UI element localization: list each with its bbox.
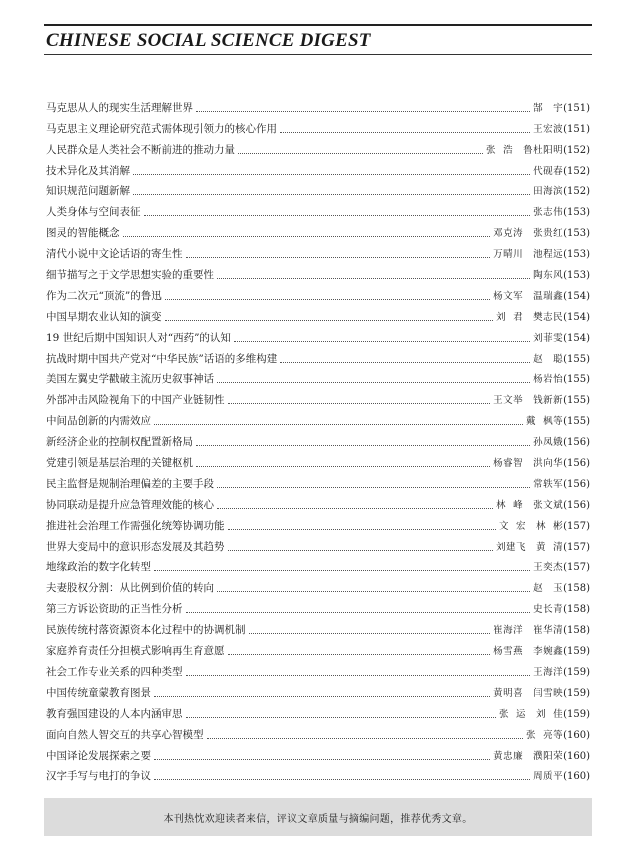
toc-entry-title[interactable]: 中国传统童蒙教育图景	[46, 686, 151, 699]
toc-entry-title[interactable]: 民主监督是规制治理偏差的主要手段	[46, 477, 214, 490]
page-number: 152	[567, 144, 587, 156]
dot-leader	[154, 570, 530, 571]
toc-entry-page: (154)	[563, 311, 590, 323]
toc-entry-authors	[533, 269, 563, 282]
toc-entry-title[interactable]: 第三方诉讼资助的正当性分析	[46, 603, 183, 616]
toc-entry-authors	[533, 603, 563, 616]
dot-leader	[154, 759, 490, 760]
author-name: 常轶军	[533, 478, 564, 490]
toc-entry[interactable]	[46, 136, 590, 157]
reader-notice-box	[44, 798, 592, 836]
dot-leader	[196, 111, 530, 112]
toc-entry-authors	[493, 457, 563, 470]
page-number: 156	[567, 478, 587, 490]
toc-entry-title[interactable]: 教育强国建设的人本内涵审思	[46, 707, 183, 720]
toc-entry[interactable]	[46, 574, 590, 595]
toc-entry-authors	[533, 436, 563, 449]
author-name: 樊志民	[533, 311, 564, 323]
toc-entry-title[interactable]: 作为二次元“顶流”的鲁迅	[46, 289, 162, 302]
toc-entry-title[interactable]: 民族传统村落资源资本化过程中的协调机制	[46, 624, 246, 637]
toc-entry-title[interactable]: 人民群众是人类社会不断前进的推动力量	[46, 143, 235, 156]
author-name: 王奕杰	[533, 562, 564, 574]
toc-entry[interactable]	[46, 721, 590, 742]
toc-entry-page: (158)	[563, 604, 590, 616]
toc-entry-page: (157)	[563, 520, 590, 532]
reader-notice-text: 本刊热忱欢迎读者来信，评议文章质量与摘编问题，推荐优秀文章。	[163, 813, 473, 825]
toc-entry-authors	[533, 770, 563, 783]
toc-entry[interactable]	[46, 491, 590, 512]
toc-entry-authors	[496, 541, 563, 554]
author-name: 赵	[533, 353, 544, 365]
toc-entry-authors	[533, 165, 563, 178]
author-name: 濮阳荣	[533, 750, 564, 762]
author-name: 张贵红	[533, 228, 564, 240]
dot-leader	[165, 320, 494, 321]
author-name: 张 亮等	[526, 729, 564, 741]
author-name: 黄明喜	[493, 687, 524, 699]
page-number: 156	[567, 437, 587, 449]
toc-entry-authors	[533, 353, 563, 366]
page-number: 160	[567, 729, 587, 741]
toc-entry-page: (153)	[563, 249, 590, 261]
dot-leader	[186, 675, 531, 676]
toc-entry[interactable]	[46, 324, 590, 345]
page-number: 153	[567, 207, 587, 219]
page-number: 153	[567, 249, 587, 261]
toc-entry-page: (155)	[563, 374, 590, 386]
toc-entry-authors	[486, 144, 563, 157]
toc-entry-page: (155)	[563, 353, 590, 365]
dot-leader	[154, 779, 530, 780]
toc-entry[interactable]	[46, 470, 590, 491]
author-name: 郜	[533, 102, 544, 114]
toc-entry-page: (159)	[563, 666, 590, 678]
toc-entry-authors	[526, 729, 563, 742]
toc-entry-page: (154)	[563, 332, 590, 344]
dot-leader	[217, 278, 530, 279]
author-name: 黄 清	[536, 541, 564, 553]
top-rule	[44, 24, 592, 26]
toc-entry-authors	[533, 478, 563, 491]
toc-entry[interactable]	[46, 261, 590, 282]
toc-entry-authors	[533, 123, 563, 136]
toc-entry-page: (152)	[563, 144, 590, 156]
author-name: 王文举	[493, 395, 524, 407]
toc-entry-page: (159)	[563, 687, 590, 699]
author-name: 林 彬	[536, 520, 564, 532]
toc-entry-title[interactable]: 马克思主义理论研究范式需体现引领力的核心作用	[46, 122, 277, 135]
toc-entry[interactable]	[46, 282, 590, 303]
page-number: 160	[567, 750, 587, 762]
toc-entry-page: (156)	[563, 478, 590, 490]
toc-entry-title[interactable]: 协同联动是提升应急管理效能的核心	[46, 498, 214, 511]
toc-entry-authors	[493, 687, 563, 700]
author-name: 杨文军	[493, 290, 524, 302]
toc-entry-page: (156)	[563, 458, 590, 470]
toc-entry-title[interactable]: 世界大变局中的意识形态发展及其趋势	[46, 540, 225, 553]
author-name: 万晴川	[493, 249, 524, 261]
toc-entry-authors	[493, 290, 563, 303]
author-name: 张志伟	[533, 207, 564, 219]
page-number: 159	[567, 687, 587, 699]
author-name: 温瑞鑫	[533, 290, 564, 302]
page-number: 151	[567, 102, 587, 114]
author-name: 钱新新	[533, 395, 564, 407]
page-number: 155	[567, 353, 587, 365]
toc-entry-title[interactable]: 社会工作专业关系的四种类型	[46, 665, 183, 678]
page-number: 159	[567, 646, 587, 658]
author-name: 杨睿智	[493, 458, 524, 470]
author-name: 玉	[553, 583, 564, 595]
page-number: 160	[567, 771, 587, 783]
toc-entry-page: (154)	[563, 290, 590, 302]
toc-entry-title[interactable]: 马克思从人的现实生活理解世界	[46, 101, 193, 114]
author-name: 周质平	[533, 771, 564, 783]
toc-entry[interactable]	[46, 115, 590, 136]
dot-leader	[228, 550, 494, 551]
toc-entry-title[interactable]: 图灵的智能概念	[46, 227, 120, 240]
author-name: 刘建飞	[496, 541, 527, 553]
author-name: 戴 枫等	[526, 416, 564, 428]
toc-entry-title[interactable]: 夫妻股权分割：从比例到价值的转向	[46, 582, 214, 595]
toc-entry-page: (153)	[563, 270, 590, 282]
page-number: 154	[567, 290, 587, 302]
toc-entry-page: (156)	[563, 499, 590, 511]
toc-entry-title[interactable]: 推进社会治理工作需强化统筹协调功能	[46, 519, 225, 532]
toc-entry-authors	[526, 415, 563, 428]
author-name: 张 运	[499, 708, 527, 720]
dot-leader	[217, 508, 493, 509]
toc-entry-title[interactable]: 19 世纪后期中国知识人对“西药”的认知	[46, 331, 231, 344]
toc-entry-title[interactable]: 细节描写之于文学思想实验的重要性	[46, 269, 214, 282]
toc-entry[interactable]	[46, 554, 590, 575]
dot-leader	[217, 487, 530, 488]
toc-entry-page: (152)	[563, 165, 590, 177]
author-name: 田海滨	[533, 186, 564, 198]
author-name: 文 宏	[499, 520, 527, 532]
page-number: 155	[567, 416, 587, 428]
toc-entry-authors	[533, 102, 563, 115]
header-divider	[44, 54, 592, 55]
author-name: 代砚春	[533, 165, 564, 177]
toc-entry-title[interactable]: 地缘政治的数字化转型	[46, 561, 151, 574]
author-name: 张 浩	[486, 144, 514, 156]
toc-entry-authors	[533, 332, 563, 345]
toc-entry[interactable]	[46, 512, 590, 533]
page-number: 157	[567, 520, 587, 532]
toc-entry-page: (160)	[563, 729, 590, 741]
toc-entry-authors	[499, 708, 563, 721]
toc-entry-title[interactable]: 人类身体与空间表征	[46, 206, 141, 219]
page-number: 159	[567, 708, 587, 720]
toc-entry-authors	[493, 750, 563, 763]
toc-entry[interactable]	[46, 533, 590, 554]
toc-entry[interactable]	[46, 763, 590, 784]
dot-leader	[280, 132, 530, 133]
dot-leader	[217, 591, 530, 592]
page-number: 154	[567, 311, 587, 323]
author-name: 陶东风	[533, 270, 564, 282]
toc-entry[interactable]	[46, 742, 590, 763]
toc-entry-page: (160)	[563, 771, 590, 783]
toc-entry-title[interactable]: 党建引领是基层治理的关键枢机	[46, 457, 193, 470]
toc-entry[interactable]	[46, 616, 590, 637]
author-name: 刘菲雯	[533, 332, 564, 344]
toc-entry-authors	[493, 394, 563, 407]
toc-entry-title[interactable]: 技术异化及其消解	[46, 164, 130, 177]
dot-leader	[228, 403, 491, 404]
toc-entry-title[interactable]: 家庭养育责任分担模式影响再生育意愿	[46, 645, 225, 658]
toc-entry[interactable]	[46, 366, 590, 387]
page-number: 158	[567, 583, 587, 595]
toc-entry[interactable]	[46, 407, 590, 428]
author-name: 王宏波	[533, 123, 564, 135]
toc-entry[interactable]	[46, 240, 590, 261]
toc-entry-authors	[496, 499, 563, 512]
toc-entry[interactable]	[46, 94, 590, 115]
toc-entry-page: (156)	[563, 437, 590, 449]
page-number: 159	[567, 666, 587, 678]
toc-entry-page: (159)	[563, 708, 590, 720]
page-number: 157	[567, 541, 587, 553]
toc-entry-page: (160)	[563, 750, 590, 762]
toc-entry-authors	[533, 373, 563, 386]
dot-leader	[207, 738, 524, 739]
author-name: 王海洋	[533, 666, 564, 678]
dot-leader	[238, 153, 483, 154]
page-number: 155	[567, 395, 587, 407]
toc-entry-authors	[499, 520, 563, 533]
author-name: 闫雪映	[533, 687, 564, 699]
page-number: 158	[567, 604, 587, 616]
author-name: 刘 君	[496, 311, 524, 323]
page-number: 151	[567, 123, 587, 135]
author-name: 聪	[553, 353, 564, 365]
author-name: 宇	[553, 102, 564, 114]
author-name: 崔华清	[533, 625, 564, 637]
dot-leader	[196, 445, 530, 446]
author-name: 孙凤娥	[533, 437, 564, 449]
author-name: 崔海洋	[493, 625, 524, 637]
dot-leader	[196, 466, 490, 467]
page-number: 156	[567, 499, 587, 511]
page-number: 157	[567, 562, 587, 574]
toc-entry[interactable]	[46, 219, 590, 240]
dot-leader	[154, 424, 523, 425]
toc-entry-authors	[533, 582, 563, 595]
toc-entry-page: (152)	[563, 186, 590, 198]
page-number: 155	[567, 374, 587, 386]
dot-leader	[217, 382, 530, 383]
author-name: 刘 佳	[536, 708, 564, 720]
toc-entry-title[interactable]: 面向自然人智交互的共享心智模型	[46, 728, 204, 741]
toc-entry-page: (151)	[563, 102, 590, 114]
toc-entry-authors	[493, 624, 563, 637]
dot-leader	[249, 633, 491, 634]
toc-entry-title[interactable]: 新经济企业的控制权配置新格局	[46, 436, 193, 449]
author-name: 杨岩怡	[533, 374, 564, 386]
toc-entry-title[interactable]: 抗战时期中国共产党对“中华民族”话语的多维构建	[46, 352, 278, 365]
toc-entry-page: (155)	[563, 395, 590, 407]
toc-entry-authors	[533, 561, 563, 574]
toc-entry[interactable]	[46, 345, 590, 366]
toc-entry-page: (158)	[563, 625, 590, 637]
author-name: 黄忠廉	[493, 750, 524, 762]
page-number: 153	[567, 228, 587, 240]
toc-entry[interactable]	[46, 637, 590, 658]
toc-entry[interactable]	[46, 595, 590, 616]
author-name: 林 峰	[496, 499, 524, 511]
toc-entry[interactable]	[46, 198, 590, 219]
toc-entry-page: (157)	[563, 541, 590, 553]
author-name: 史长青	[533, 604, 564, 616]
dot-leader	[133, 194, 530, 195]
dot-leader	[186, 717, 497, 718]
toc-entry[interactable]	[46, 303, 590, 324]
toc-entry-title[interactable]: 中国译论发展探索之要	[46, 749, 151, 762]
dot-leader	[123, 236, 491, 237]
toc-entry-authors	[533, 185, 563, 198]
page-number: 158	[567, 625, 587, 637]
toc-entry-title[interactable]: 美国左翼史学戳破主流历史叙事神话	[46, 373, 214, 386]
toc-entry[interactable]	[46, 658, 590, 679]
author-name: 鲁杜阳明	[523, 144, 564, 156]
dot-leader	[234, 341, 530, 342]
page-number: 156	[567, 458, 587, 470]
author-name: 李婉鑫	[533, 646, 564, 658]
toc-entry-page: (157)	[563, 562, 590, 574]
toc-entry-title[interactable]: 汉字手写与电打的争议	[46, 770, 151, 783]
toc-entry-page: (153)	[563, 228, 590, 240]
page-number: 152	[567, 165, 587, 177]
dot-leader	[165, 299, 490, 300]
toc-entry-title[interactable]: 中国早期农业认知的演变	[46, 310, 162, 323]
dot-leader	[154, 696, 490, 697]
masthead: CHINESE SOCIAL SCIENCE DIGEST	[46, 30, 371, 51]
toc-entry-title[interactable]: 中间品创新的内需效应	[46, 415, 151, 428]
toc-entry-title[interactable]: 清代小说中文论话语的寄生性	[46, 248, 183, 261]
toc-entry-authors	[493, 645, 563, 658]
toc-entry-page: (158)	[563, 583, 590, 595]
toc-entry[interactable]	[46, 449, 590, 470]
toc-entry[interactable]	[46, 157, 590, 178]
toc-entry-page: (155)	[563, 416, 590, 428]
toc-entry[interactable]	[46, 178, 590, 199]
toc-entry-page: (151)	[563, 123, 590, 135]
dot-leader	[228, 529, 497, 530]
author-name: 邓克涛	[493, 228, 524, 240]
toc-entry[interactable]	[46, 386, 590, 407]
dot-leader	[228, 654, 491, 655]
toc-entry-authors	[533, 666, 563, 679]
toc-entry[interactable]	[46, 679, 590, 700]
toc-entry-authors	[493, 227, 563, 240]
toc-entry-title[interactable]: 外部冲击风险视角下的中国产业链韧性	[46, 394, 225, 407]
dot-leader	[144, 215, 531, 216]
author-name: 张文斌	[533, 499, 564, 511]
dot-leader	[133, 174, 530, 175]
page-number: 152	[567, 186, 587, 198]
toc-entry-page: (153)	[563, 207, 590, 219]
page-number: 153	[567, 270, 587, 282]
toc-entry-authors	[533, 206, 563, 219]
dot-leader	[186, 257, 491, 258]
dot-leader	[280, 362, 530, 363]
toc-entry-authors	[493, 248, 563, 261]
toc-entry-title[interactable]: 知识规范问题新解	[46, 185, 130, 198]
author-name: 池程远	[533, 249, 564, 261]
author-name: 赵	[533, 583, 544, 595]
table-of-contents	[46, 94, 590, 783]
dot-leader	[186, 612, 531, 613]
author-name: 杨雪燕	[493, 646, 524, 658]
toc-entry-page: (159)	[563, 646, 590, 658]
toc-entry-authors	[496, 311, 563, 324]
toc-entry[interactable]	[46, 428, 590, 449]
page-number: 154	[567, 332, 587, 344]
toc-entry[interactable]	[46, 700, 590, 721]
author-name: 洪向华	[533, 458, 564, 470]
